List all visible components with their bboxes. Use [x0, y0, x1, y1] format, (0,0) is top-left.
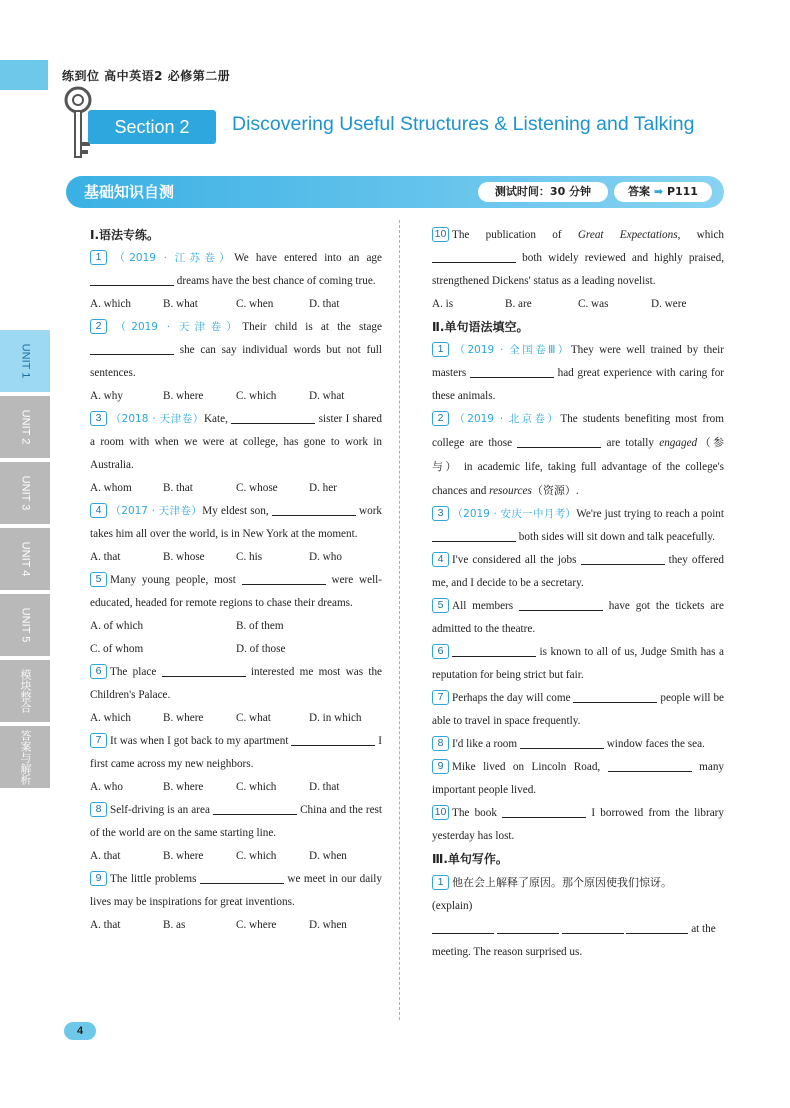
- question-source: （2019 · 安庆一中月考）: [452, 508, 577, 520]
- question-source: （2017 · 天津卷）: [110, 505, 203, 517]
- question-number: 10: [432, 227, 449, 242]
- options: A. which B. what C. when D. that: [90, 298, 340, 310]
- answer-blank[interactable]: [452, 645, 536, 657]
- tab-module-integration[interactable]: 模块整合: [0, 660, 50, 722]
- question: 1 （2019 · 全国卷Ⅲ）They were well trained by their masters had great experience with caring for these animals.: [432, 343, 725, 402]
- question-number: 9: [90, 871, 107, 886]
- section-badge: Section 2: [88, 110, 216, 144]
- question-source: （2019 · 北京卷）: [452, 413, 561, 425]
- question: 7 It was when I got back to my apartment I first came across my new neighbors.: [90, 734, 383, 770]
- question-number: 7: [432, 690, 449, 705]
- question-source: （2019 · 江苏卷）: [110, 252, 235, 264]
- answer-label: 答案: [628, 185, 651, 198]
- page-number: 4: [64, 1022, 96, 1040]
- options: A. of which B. of them: [90, 620, 284, 632]
- part3-title: Ⅲ.单句写作。: [432, 852, 508, 866]
- writing-line: at the: [432, 918, 724, 941]
- answer-blank[interactable]: [581, 553, 665, 565]
- answer-page: P111: [666, 185, 698, 198]
- question-number: 5: [432, 598, 449, 613]
- banner-title: 基础知识自测: [84, 183, 175, 201]
- answer-blank[interactable]: [519, 599, 603, 611]
- options: A. whom B. that C. whose D. her: [90, 482, 337, 494]
- translation-prompt: 他在会上解释了原因。那个原因使我们惊讶。: [452, 876, 672, 889]
- answer-blank[interactable]: [608, 760, 692, 772]
- question: 2 （2019 · 北京卷）The students benefiting most from college are those are totally engaged（参与） in academic life, taking full advantage of the college's chances and resources（资源）.: [432, 412, 725, 497]
- question-source: （2019 · 天津卷）: [110, 321, 243, 333]
- answer-blank[interactable]: [162, 665, 246, 677]
- answer-blank[interactable]: [231, 412, 315, 424]
- writing-end: meeting. The reason surprised us.: [432, 946, 583, 958]
- question: 3 （2018 · 天津卷）Kate, sister I shared a room with when we were at college, has gone to work in Australia.: [90, 412, 382, 471]
- answer-blank[interactable]: [432, 922, 494, 934]
- question-source: （2019 · 全国卷Ⅲ）: [452, 344, 571, 356]
- question: 9 The little problems we meet in our daily lives may be inspirations for great inventions.: [90, 872, 383, 908]
- answer-blank[interactable]: [213, 803, 297, 815]
- unit-tabs: [0, 330, 50, 792]
- question: 9 Mike lived on Lincoln Road, many important people lived.: [432, 760, 725, 796]
- question: 5 Many young people, most were well-educated, headed for remote regions to chase their dreams.: [90, 573, 383, 609]
- options: A. that B. whose C. his D. who: [90, 551, 342, 563]
- question: 5 All members have got the tickets are admitted to the theatre.: [432, 599, 724, 635]
- tab-unit-5[interactable]: UNIT 5: [0, 594, 50, 656]
- answer-blank[interactable]: [562, 922, 624, 934]
- question-number: 2: [432, 411, 449, 426]
- test-time-pill: 测试时间：30 分钟: [478, 182, 608, 202]
- options: A. who B. where C. which D. that: [90, 781, 340, 793]
- answer-blank[interactable]: [272, 504, 356, 516]
- options: A. that B. as C. where D. when: [90, 919, 347, 931]
- question-number: 1: [90, 250, 107, 265]
- question: 3 （2019 · 安庆一中月考）We're just trying to reach a point both sides will sit down and talk peacefully.: [432, 503, 724, 549]
- right-column: [432, 224, 724, 964]
- book-title: 练到位 高中英语2 必修第二册: [62, 69, 231, 83]
- header-accent-strip: [0, 60, 48, 90]
- answer-blank[interactable]: [432, 251, 516, 263]
- question-number: 4: [432, 552, 449, 567]
- answer-blank[interactable]: [497, 922, 559, 934]
- tab-unit-2[interactable]: UNIT 2: [0, 396, 50, 458]
- tab-unit-4[interactable]: UNIT 4: [0, 528, 50, 590]
- question-number: 2: [90, 319, 107, 334]
- part1-title: Ⅰ.语法专练。: [90, 228, 160, 242]
- tab-unit-3[interactable]: UNIT 3: [0, 462, 50, 524]
- options: A. that B. where C. which D. when: [90, 850, 347, 862]
- question-number: 10: [432, 805, 449, 820]
- options: A. which B. where C. what D. in which: [90, 712, 362, 724]
- answer-blank[interactable]: [291, 734, 375, 746]
- answer-blank[interactable]: [502, 806, 586, 818]
- question: 10 The book I borrowed from the library yesterday has lost.: [432, 806, 724, 842]
- question: [432, 871, 724, 895]
- question: 8 Self-driving is an area China and the rest of the world are on the same starting line.: [90, 803, 383, 839]
- answer-blank[interactable]: [520, 737, 604, 749]
- question-number: 1: [432, 342, 449, 357]
- question-number: 5: [90, 572, 107, 587]
- question: 1 （2019 · 江苏卷）We have entered into an age dreams have the best chance of coming true.: [90, 247, 382, 293]
- question: 8 I'd like a room window faces the sea.: [432, 733, 724, 756]
- answer-blank[interactable]: [470, 366, 554, 378]
- answer-blank[interactable]: [573, 691, 657, 703]
- answer-page-pill[interactable]: [614, 182, 712, 202]
- question: 6 The place interested me most was the Children's Palace.: [90, 665, 383, 701]
- question-number: 3: [432, 506, 449, 521]
- arrow-right-icon: ➡: [653, 185, 664, 198]
- question: 7 Perhaps the day will come people will be able to travel in space frequently.: [432, 691, 725, 727]
- question-number: 3: [90, 411, 107, 426]
- question-number: 4: [90, 503, 107, 518]
- column-divider: [399, 220, 400, 1020]
- question: 6 is known to all of us, Judge Smith has a reputation for being strict but fair.: [432, 645, 725, 681]
- question-number: 8: [432, 736, 449, 751]
- question: 2 （2019 · 天津卷）Their child is at the stage she can say individual words but not full sentences.: [90, 320, 382, 379]
- question-number: 6: [432, 644, 449, 659]
- question-number: 8: [90, 802, 107, 817]
- question-hint: (explain): [432, 900, 473, 912]
- test-banner: [66, 176, 724, 208]
- section-title: Discovering Useful Structures & Listening and Talking: [232, 113, 695, 135]
- question-source: （2018 · 天津卷）: [110, 413, 204, 425]
- question: 4 （2017 · 天津卷）My eldest son, work takes him all over the world, is in New York at the moment.: [90, 504, 383, 540]
- question-number: 1: [432, 875, 449, 890]
- answer-blank[interactable]: [90, 274, 174, 286]
- part2-title: Ⅱ.单句语法填空。: [432, 320, 529, 334]
- question: 4 I've considered all the jobs they offered me, and I decide to be a secretary.: [432, 553, 725, 589]
- question-number: 6: [90, 664, 107, 679]
- answer-blank[interactable]: [517, 436, 601, 448]
- tab-unit-1[interactable]: UNIT 1: [0, 330, 50, 392]
- answer-blank[interactable]: [432, 530, 516, 542]
- options: C. of whom D. of those: [90, 643, 286, 655]
- answer-blank[interactable]: [242, 573, 326, 585]
- question-number: 9: [432, 759, 449, 774]
- left-column: [90, 224, 382, 937]
- question: 10 The publication of Great Expectations, which both widely reviewed and highly praised, strengthened Dickens' status as a leading novelist.: [432, 228, 725, 287]
- answer-blank[interactable]: [90, 343, 174, 355]
- options: A. why B. where C. which D. what: [90, 390, 345, 402]
- answer-blank[interactable]: [626, 922, 688, 934]
- answer-blank[interactable]: [200, 872, 284, 884]
- tab-answers[interactable]: 答案与解析: [0, 726, 50, 788]
- question-number: 7: [90, 733, 107, 748]
- options: A. is B. are C. was D. were: [432, 298, 687, 310]
